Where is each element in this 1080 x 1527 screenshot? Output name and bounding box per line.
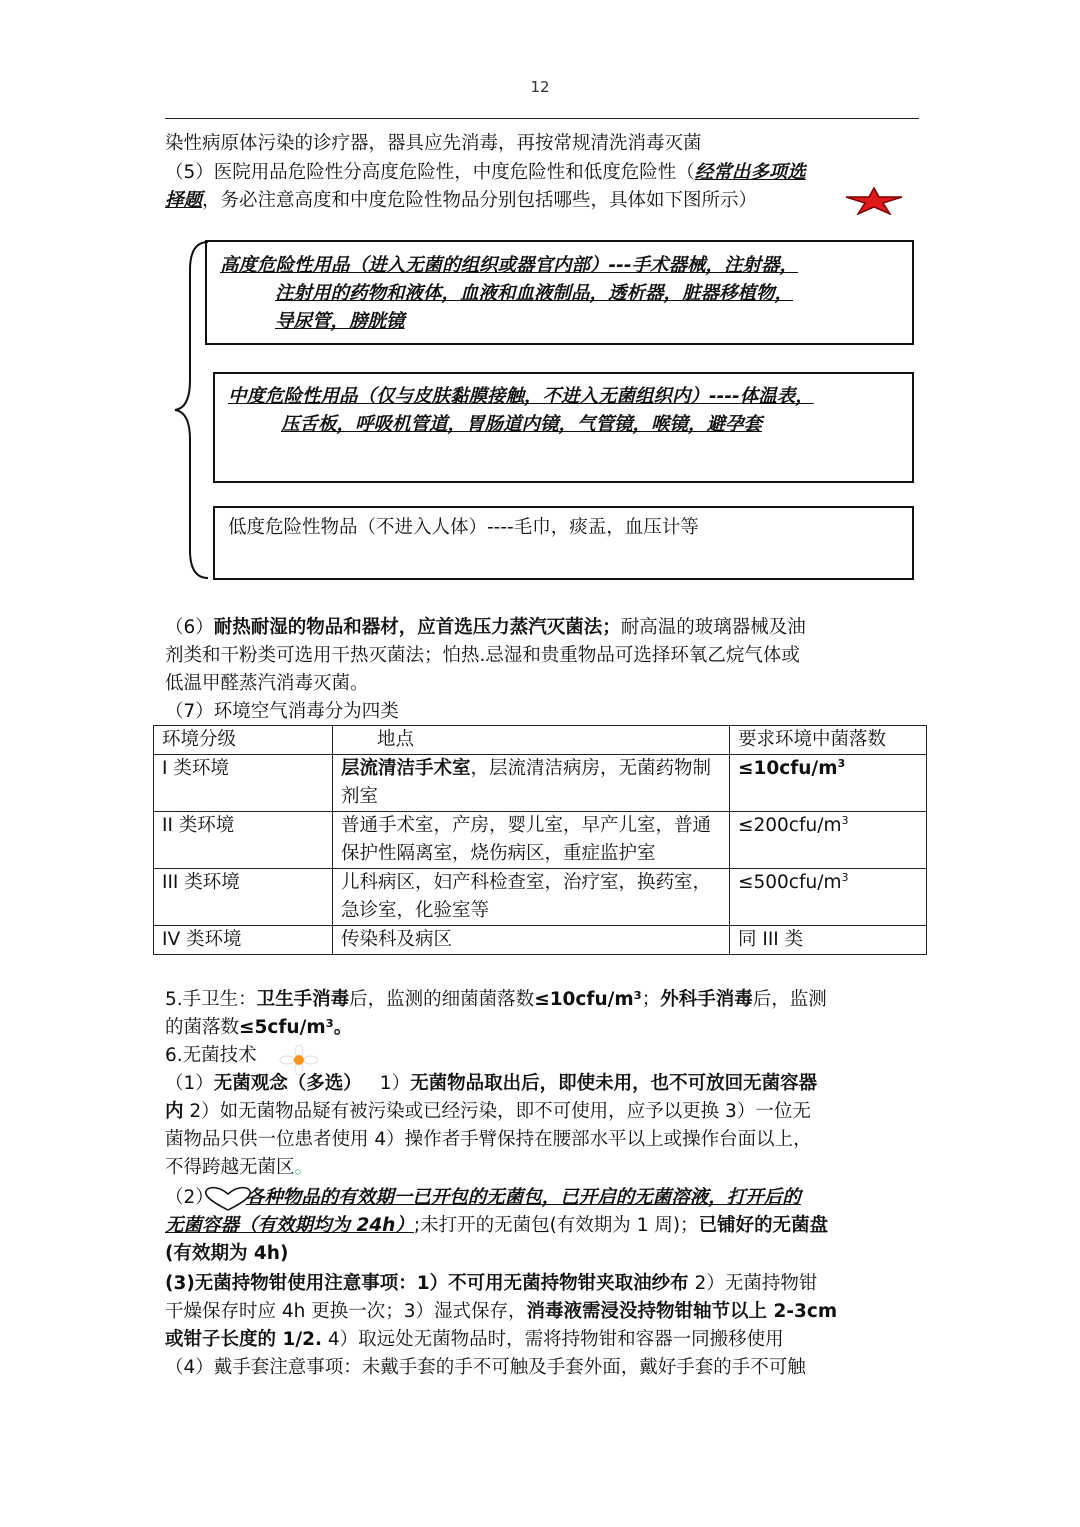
intro-line: 染性病原体污染的诊疗器，器具应先消毒，再按常规清洗消毒灭菌 bbox=[165, 133, 702, 154]
item6-prefix: （6） bbox=[165, 617, 214, 638]
sub1-line2: 内 2）如无菌物品疑有被污染或已经污染，即不可使用，应予以更换 3）一位无 bbox=[165, 1101, 811, 1122]
table-cell-count: 同 III 类 bbox=[730, 926, 927, 955]
table-cell-place: 普通手术室，产房，婴儿室，早产儿室，普通保护性隔离室，烧伤病区，重症监护室 bbox=[333, 812, 730, 869]
item5-emph-b: 择题 bbox=[165, 190, 203, 211]
table-cell-place-rest: ，层流清洁病房，无菌药物制剂室 bbox=[341, 758, 712, 807]
table-row bbox=[154, 926, 927, 955]
table-cell-place bbox=[333, 755, 730, 812]
medium-risk-line1: 中度危险性用品（仅与皮肤黏膜接触，不进入无菌组织内）----体温表， bbox=[228, 386, 814, 407]
item6-line3: 低温甲醛蒸汽消毒灭菌。 bbox=[165, 673, 369, 694]
table-cell-place: 儿科病区，妇产科检查室，治疗室，换药室，急诊室，化验室等 bbox=[333, 869, 730, 926]
table-cell-place-bold: 层流清洁手术室 bbox=[341, 758, 471, 779]
table-cell-level: II 类环境 bbox=[154, 812, 333, 869]
table-cell-count: $\le 500cfu/m^3$ bbox=[730, 869, 927, 926]
page-number: 12 bbox=[530, 78, 550, 96]
table-header-row bbox=[154, 726, 927, 755]
high-risk-line2: 注射用的药物和液体，血液和血液制品，透析器，脏器移植物， bbox=[275, 283, 794, 304]
table-row bbox=[154, 812, 927, 869]
item5-text-b: ，务必注意高度和中度危险性物品分别包括哪些，具体如下图所示） bbox=[202, 190, 758, 211]
item5-emph-a: 经常出多项选 bbox=[694, 162, 806, 183]
aseptic-title: 6.无菌技术 bbox=[165, 1045, 257, 1066]
table-row bbox=[154, 755, 927, 812]
high-risk-line3: 导尿管，膀胱镜 bbox=[275, 311, 405, 332]
table-cell-count: $\le 10cfu/m^3$ bbox=[730, 755, 927, 812]
item5-text-a: （5）医院用品危险性分高度危险性，中度危险性和低度危险性（ bbox=[165, 162, 695, 183]
star-icon bbox=[845, 187, 903, 215]
sub4-line1: （4）戴手套注意事项：未戴手套的手不可触及手套外面，戴好手套的手不可触 bbox=[165, 1357, 806, 1378]
table-cell-count: $\le 200cfu/m^3$ bbox=[730, 812, 927, 869]
header-rule bbox=[165, 118, 919, 119]
table-row bbox=[154, 869, 927, 926]
sub2-line1: （2） 各种物品的有效期一已开包的无菌包，已开启的无菌溶液，打开后的 bbox=[165, 1187, 801, 1208]
low-risk-line1: 低度危险性物品（不进入人体）----毛巾，痰盂，血压计等 bbox=[228, 517, 699, 538]
hand-hygiene-line1: 5.手卫生：卫生手消毒后，监测的细菌菌落数≤10cfu/m³；外科手消毒后，监测 bbox=[165, 989, 827, 1010]
item6-bold: 耐热耐湿的物品和器材，应首选压力蒸汽灭菌法； bbox=[213, 617, 621, 638]
sub2-line3: (有效期为 4h) bbox=[165, 1243, 289, 1264]
item6-rest: 耐高温的玻璃器械及油 bbox=[620, 617, 806, 638]
sub3-line1: (3)无菌持物钳使用注意事项：1）不可用无菌持物钳夹取油纱布 2）无菌持物钳 bbox=[165, 1273, 818, 1294]
table-header-level: 环境分级 bbox=[154, 726, 333, 755]
item6-line1 bbox=[165, 614, 925, 642]
item6-line2: 剂类和干粉类可选用干热灭菌法；怕热.忌湿和贵重物品可选择环氧乙烷气体或 bbox=[165, 645, 800, 666]
hand-hygiene-line2: 的菌落数≤5cfu/m³。 bbox=[165, 1017, 353, 1038]
high-risk-line1: 高度危险性用品（进入无菌的组织或器官内部）---手术器械，注射器， bbox=[220, 255, 799, 276]
table-header-count: 要求环境中菌落数 bbox=[730, 726, 927, 755]
sub1-line1: （1）无菌观念（多选） 1）无菌物品取出后，即使未用，也不可放回无菌容器 bbox=[165, 1073, 818, 1094]
environment-table bbox=[153, 725, 927, 955]
sub1-line3: 菌物品只供一位患者使用 4）操作者手臂保持在腰部水平以上或操作台面以上， bbox=[165, 1129, 812, 1150]
table-cell-place: 传染科及病区 bbox=[333, 926, 730, 955]
item7-title: （7）环境空气消毒分为四类 bbox=[165, 701, 399, 722]
table-cell-level: III 类环境 bbox=[154, 869, 333, 926]
sub3-line2: 干燥保存时应 4h 更换一次；3）湿式保存，消毒液需浸没持物钳轴节以上 2-3cm bbox=[165, 1301, 838, 1322]
table-header-place: 地点 bbox=[333, 726, 730, 755]
sub2-line2: 无菌容器（有效期均为 24h）;未打开的无菌包(有效期为 1 周)；已铺好的无菌盘 bbox=[165, 1215, 829, 1236]
medium-risk-line2: 压舌板，呼吸机管道，胃肠道内镜，气管镜，喉镜，避孕套 bbox=[281, 414, 763, 435]
table-cell-level: I 类环境 bbox=[154, 755, 333, 812]
item5-line2 bbox=[165, 187, 925, 215]
item5-line1 bbox=[165, 159, 925, 187]
heart-icon bbox=[202, 1186, 254, 1212]
sub1-line4: 不得跨越无菌区。 bbox=[165, 1157, 314, 1178]
table-cell-level: IV 类环境 bbox=[154, 926, 333, 955]
sub3-line3: 或钳子长度的 1/2. 4）取远处无菌物品时，需将持物钳和容器一同搬移使用 bbox=[165, 1329, 784, 1350]
